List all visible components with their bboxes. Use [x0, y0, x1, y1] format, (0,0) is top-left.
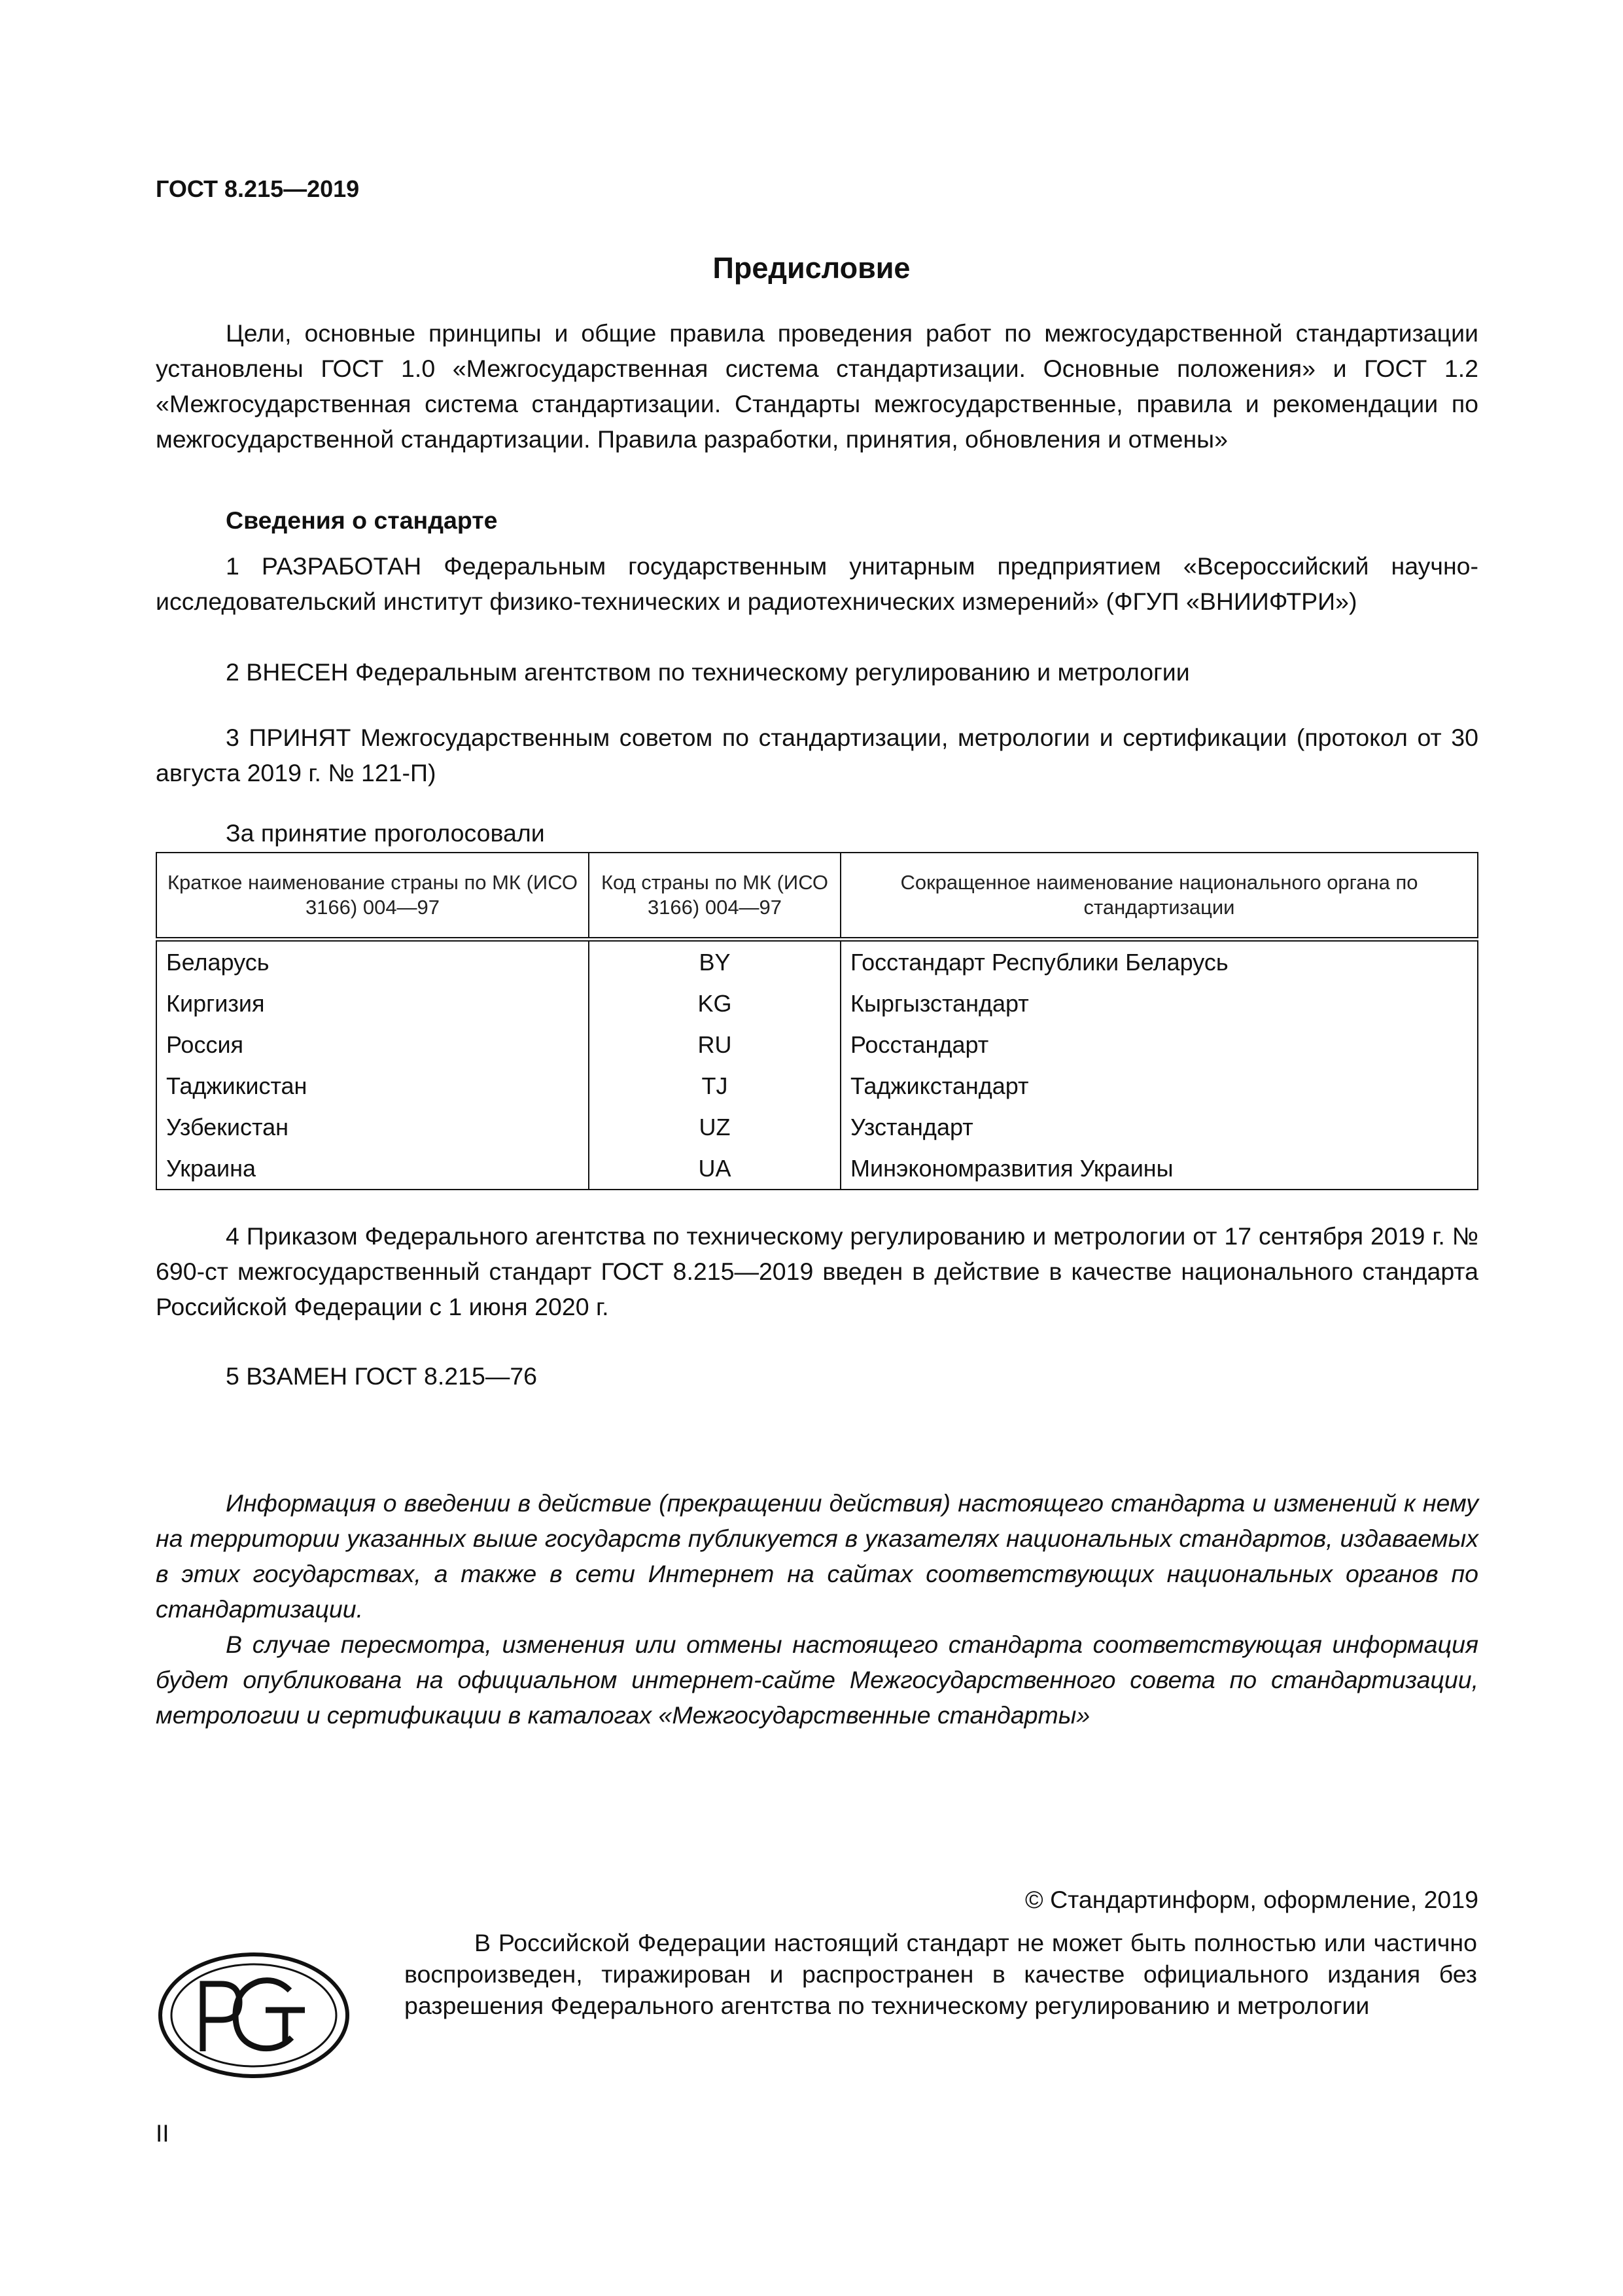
document-code: ГОСТ 8.215—2019: [156, 175, 360, 202]
reproduction-notice: В Российской Федерации настоящий стандарт не может быть полностью или частично воспроизведен, тиражирован и распространен в качестве официального издания без разрешения Федерального агентства по техническому регулированию и метрологии: [404, 1929, 1477, 2019]
national-body: Таджикстандарт: [841, 1065, 1478, 1106]
national-body: Минэкономразвития Украины: [841, 1148, 1478, 1190]
country-name: Таджикистан: [156, 1065, 589, 1106]
national-body: Узстандарт: [841, 1106, 1478, 1148]
rst-logo-icon: [156, 1950, 352, 2081]
country-name: Россия: [156, 1024, 589, 1065]
country-code: KG: [589, 983, 841, 1024]
table-row: [156, 1148, 1478, 1190]
standard-info-heading: Сведения о стандарте: [226, 506, 498, 534]
table-row: [156, 983, 1478, 1024]
item-enacted: 4 Приказом Федерального агентства по техническому регулированию и метрологии от 17 сентября 2019 г. № 690-ст межгосударственный стандарт ГОСТ 8.215—2019 введен в действие в качестве национального стандарта Российской Федерации с 1 июня 2020 г.: [156, 1222, 1478, 1320]
country-code: RU: [589, 1024, 841, 1065]
national-body: Росстандарт: [841, 1024, 1478, 1065]
table-row: [156, 1106, 1478, 1148]
country-code: UA: [589, 1148, 841, 1190]
table-row: [156, 1065, 1478, 1106]
votes-header-row: [156, 853, 1478, 940]
intro-paragraph: Цели, основные принципы и общие правила проведения работ по межгосударственной стандартизации установлены ГОСТ 1.0 «Межгосударственная система стандартизации. Основные положения» и ГОСТ 1.2 «Межгосударственная система стандартизации. Стандарты межгосударственные, правила и рекомендации по межгосударственной стандартизации. Правила разработки, принятия, обновления и отмены»: [156, 319, 1478, 453]
national-body: Госстандарт Республики Беларусь: [841, 940, 1478, 983]
country-name: Киргизия: [156, 983, 589, 1024]
page-number: II: [156, 2120, 169, 2147]
votes-caption: За принятие проголосовали: [226, 819, 545, 847]
page-title: Предисловие: [712, 251, 911, 285]
copyright-line: © Стандартинформ, оформление, 2019: [1025, 1886, 1478, 1913]
item-developed: 1 РАЗРАБОТАН Федеральным государственным унитарным предприятием «Всероссийский научно-исследовательский институт физико-технических и радиотехнических измерений» (ФГУП «ВНИИФТРИ»): [156, 552, 1478, 615]
country-code-header: Код страны по МК (ИСО 3166) 004—97: [589, 853, 841, 940]
item-adopted: 3 ПРИНЯТ Межгосударственным советом по стандартизации, метрологии и сертификации (протокол от 30 августа 2019 г. № 121-П): [156, 724, 1478, 786]
country-name: Украина: [156, 1148, 589, 1190]
country-name: Узбекистан: [156, 1106, 589, 1148]
country-code: UZ: [589, 1106, 841, 1148]
italic-info-paragraph-1: Информация о введении в действие (прекращении действия) настоящего стандарта и изменений к нему на территории указанных выше государств публикуется в указателях национальных стандартов, издаваемых в этих государствах, а также в сети Интернет на сайтах соответствующих национальных органов по стандартизации.: [156, 1489, 1478, 1623]
item-introduced: 2 ВНЕСЕН Федеральным агентством по техническому регулированию и метрологии: [226, 658, 1190, 686]
country-code: BY: [589, 940, 841, 983]
italic-info-paragraph-2: В случае пересмотра, изменения или отмены настоящего стандарта соответствующая информация будет опубликована на официальном интернет-сайте Межгосударственного совета по стандартизации, метрологии и сертификации в каталогах «Межгосударственные стандарты»: [156, 1631, 1478, 1729]
country-name: Беларусь: [156, 940, 589, 983]
national-body: Кыргызстандарт: [841, 983, 1478, 1024]
country-name-header: Краткое наименование страны по МК (ИСО 3166) 004—97: [156, 853, 589, 940]
country-code: TJ: [589, 1065, 841, 1106]
national-body-header: Сокращенное наименование национального органа по стандартизации: [841, 853, 1478, 940]
votes-table: [156, 852, 1478, 1190]
item-replaces: 5 ВЗАМЕН ГОСТ 8.215—76: [226, 1362, 538, 1390]
table-row: [156, 940, 1478, 983]
table-row: [156, 1024, 1478, 1065]
